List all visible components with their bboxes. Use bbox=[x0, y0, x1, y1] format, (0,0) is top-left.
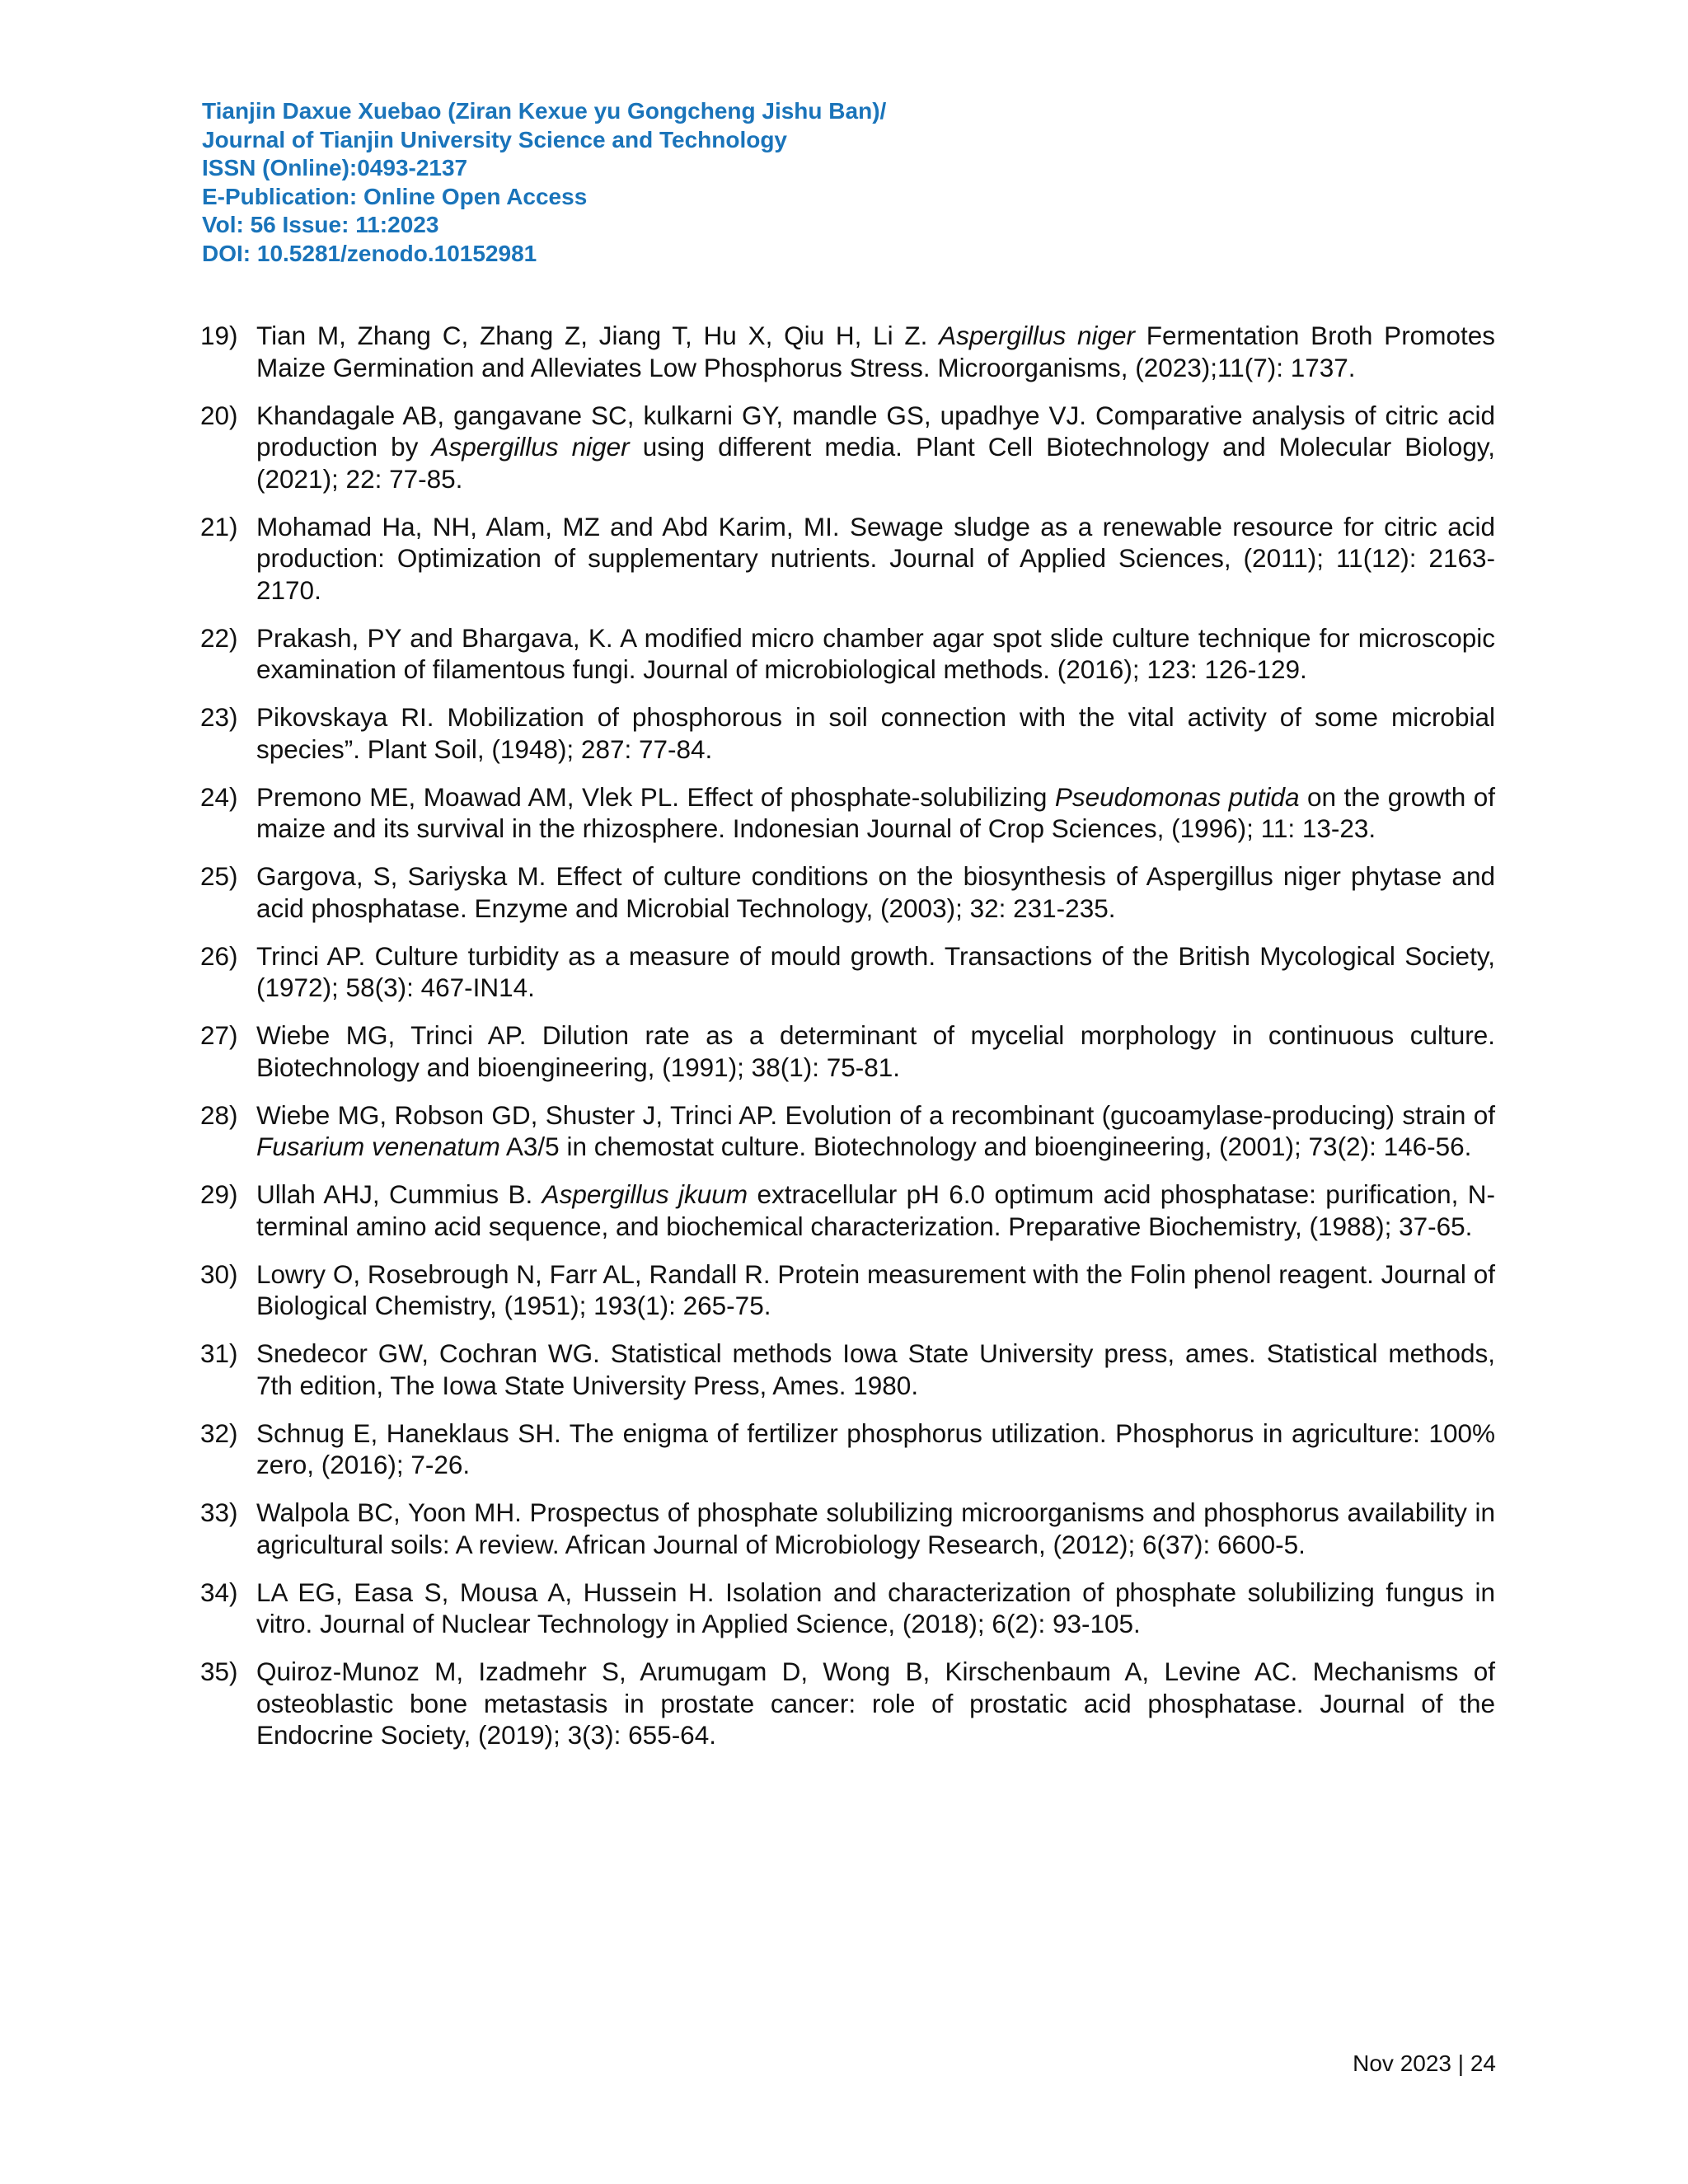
reference-text-part: Tian M, Zhang C, Zhang Z, Jiang T, Hu X, Qiu H, Li Z. bbox=[256, 321, 940, 350]
reference-text bbox=[256, 1100, 1495, 1162]
reference-text bbox=[256, 782, 1495, 844]
reference-text bbox=[256, 1418, 1495, 1480]
reference-item bbox=[200, 1497, 1495, 1560]
reference-text bbox=[256, 1497, 1495, 1559]
reference-number: 33) bbox=[200, 1497, 238, 1527]
reference-item bbox=[200, 1099, 1495, 1163]
reference-number: 21) bbox=[200, 511, 238, 541]
reference-text bbox=[256, 702, 1495, 764]
reference-number: 34) bbox=[200, 1577, 238, 1607]
reference-item bbox=[200, 1338, 1495, 1401]
reference-text-part: Prakash, PY and Bhargava, K. A modified micro chamber agar spot slide culture technique for microscopic examination of filamentous fungi. Journal of microbiological methods. (2016); 123: 126-129. bbox=[256, 622, 1495, 684]
reference-item bbox=[200, 860, 1495, 924]
reference-item bbox=[200, 1656, 1495, 1751]
species-name: Aspergillus niger bbox=[939, 321, 1136, 350]
reference-item bbox=[200, 781, 1495, 845]
journal-title-line: Tianjin Daxue Xuebao (Ziran Kexue yu Gongcheng Jishu Ban)/ bbox=[202, 98, 887, 124]
issn: ISSN (Online):0493-2137 bbox=[202, 155, 468, 180]
reference-number: 26) bbox=[200, 940, 238, 971]
reference-number: 24) bbox=[200, 781, 238, 812]
reference-list bbox=[200, 320, 1495, 1767]
volume-issue: Vol: 56 Issue: 11:2023 bbox=[202, 212, 439, 237]
reference-number: 29) bbox=[200, 1179, 238, 1209]
reference-item bbox=[200, 940, 1495, 1004]
journal-header bbox=[202, 97, 1521, 268]
reference-text-part: Gargova, S, Sariyska M. Effect of culture conditions on the biosynthesis of Aspergillus niger phytase and acid phosphatase. Enzyme and Microbial Technology, (2003); 32: 231-235. bbox=[256, 861, 1495, 923]
reference-item bbox=[200, 1258, 1495, 1322]
reference-text-part: using different media. Plant Cell Biotechnology and Molecular Biology, (2021); 22: 77-85. bbox=[256, 432, 1496, 494]
reference-number: 23) bbox=[200, 702, 238, 732]
reference-item bbox=[200, 622, 1495, 686]
reference-item bbox=[200, 511, 1495, 607]
reference-text bbox=[256, 941, 1495, 1003]
reference-text bbox=[256, 623, 1495, 685]
reference-number: 31) bbox=[200, 1338, 238, 1368]
reference-text bbox=[256, 1179, 1495, 1241]
reference-item bbox=[200, 1577, 1495, 1640]
reference-text-part: Mohamad Ha, NH, Alam, MZ and Abd Karim, MI. Sewage sludge as a renewable resource for citric acid production: Optimization of supplementary nutrients. Journal of Applied Sciences, (2011); 11(12): 2163-2170. bbox=[256, 511, 1495, 605]
reference-number: 27) bbox=[200, 1020, 238, 1050]
species-name: Aspergillus niger bbox=[431, 432, 630, 462]
reference-text bbox=[256, 861, 1495, 923]
reference-text-part: on the growth of maize and its survival in the rhizosphere. Indonesian Journal of Crop Sciences, (1996); 11: 13-23. bbox=[256, 781, 1495, 843]
reference-item bbox=[200, 701, 1495, 765]
reference-item bbox=[200, 400, 1495, 495]
reference-text bbox=[256, 1657, 1495, 1750]
reference-number: 28) bbox=[200, 1099, 238, 1130]
reference-text bbox=[256, 401, 1495, 494]
reference-number: 32) bbox=[200, 1418, 238, 1448]
reference-text bbox=[256, 1338, 1495, 1400]
journal-english-title: Journal of Tianjin University Science and Technology bbox=[202, 126, 788, 152]
reference-item bbox=[200, 1019, 1495, 1083]
reference-text bbox=[256, 512, 1495, 605]
reference-text-part: Premono ME, Moawad AM, Vlek PL. Effect of phosphate-solubilizing bbox=[256, 781, 1055, 812]
reference-number: 19) bbox=[200, 321, 238, 350]
reference-number: 25) bbox=[200, 861, 238, 891]
reference-text-part: Fermentation Broth Promotes Maize Germination and Alleviates Low Phosphorus Stress. Microorganisms, (2023);11(7): 1737. bbox=[256, 321, 1495, 382]
reference-text-part: Walpola BC, Yoon MH. Prospectus of phosphate solubilizing microorganisms and phosphorus availability in agricultural soils: A review. African Journal of Microbiology Research, (2012); 6(37): 6600-5. bbox=[256, 1497, 1495, 1559]
reference-number: 22) bbox=[200, 622, 238, 653]
reference-text-part: Khandagale AB, gangavane SC, kulkarni GY, mandle GS, upadhye VJ. Comparative analysis of citric acid production by bbox=[256, 400, 1495, 462]
reference-text-part: Trinci AP. Culture turbidity as a measure of mould growth. Transactions of the British Mycological Society, (1972); 58(3): 467-IN14. bbox=[256, 940, 1495, 1002]
reference-text bbox=[256, 1020, 1495, 1082]
reference-text-part: Ullah AHJ, Cummius B. bbox=[256, 1179, 542, 1209]
reference-item bbox=[200, 1179, 1495, 1242]
reference-text-part: Pikovskaya RI. Mobilization of phosphorous in soil connection with the vital activity of some microbial species”. Plant Soil, (1948); 287: 77-84. bbox=[256, 702, 1495, 764]
reference-number: 30) bbox=[200, 1258, 238, 1289]
reference-item bbox=[200, 1418, 1495, 1481]
footer-date: Nov 2023 bbox=[1353, 2050, 1451, 2076]
reference-text-part: Quiroz-Munoz M, Izadmehr S, Arumugam D, Wong B, Kirschenbaum A, Levine AC. Mechanisms of osteoblastic bone metastasis in prostate cancer: role of prostatic acid phosphatase. Journal of the Endocrine Society, (2019); 3(3): 655-64. bbox=[256, 1657, 1495, 1750]
reference-text-part: LA EG, Easa S, Mousa A, Hussein H. Isolation and characterization of phosphate solubilizing fungus in vitro. Journal of Nuclear Technology in Applied Science, (2018); 6(2): 93-105. bbox=[256, 1577, 1495, 1638]
reference-text-part: Lowry O, Rosebrough N, Farr AL, Randall R. Protein measurement with the Folin phenol reagent. Journal of Biological Chemistry, (1951); 193(1): 265-75. bbox=[256, 1258, 1495, 1320]
page-footer bbox=[1353, 2050, 1496, 2078]
reference-number: 20) bbox=[200, 400, 238, 430]
reference-text-part: Snedecor GW, Cochran WG. Statistical methods Iowa State University press, ames. Statistical methods, 7th edition, The Iowa State University Press, Ames. 1980. bbox=[256, 1338, 1495, 1400]
footer-separator: | bbox=[1457, 2050, 1465, 2076]
reference-text-part: Schnug E, Haneklaus SH. The enigma of fertilizer phosphorus utilization. Phosphorus in agriculture: 100% zero, (2016); 7-26. bbox=[256, 1418, 1495, 1479]
reference-number: 35) bbox=[200, 1657, 238, 1686]
species-name: Pseudomonas putida bbox=[1054, 781, 1300, 812]
publication-type: E-Publication: Online Open Access bbox=[202, 183, 588, 209]
reference-text-part: extracellular pH 6.0 optimum acid phosphatase: purification, N-terminal amino acid sequence, and biochemical characterization. Preparative Biochemistry, (1988); 37-65. bbox=[256, 1179, 1496, 1241]
reference-text bbox=[256, 1259, 1495, 1321]
reference-text bbox=[256, 1577, 1495, 1639]
doi: DOI: 10.5281/zenodo.10152981 bbox=[202, 240, 537, 266]
reference-text-part: A3/5 in chemostat culture. Biotechnology and bioengineering, (2001); 73(2): 146-56. bbox=[499, 1132, 1472, 1161]
reference-text-part: Wiebe MG, Trinci AP. Dilution rate as a determinant of mycelial morphology in continuous culture. Biotechnology and bioengineering, (1991); 38(1): 75-81. bbox=[256, 1020, 1495, 1082]
page-number: 24 bbox=[1470, 2050, 1496, 2076]
reference-item bbox=[200, 320, 1495, 383]
species-name: Aspergillus jkuum bbox=[542, 1179, 748, 1209]
reference-text-part: Wiebe MG, Robson GD, Shuster J, Trinci AP. Evolution of a recombinant (gucoamylase-producing) strain of bbox=[256, 1099, 1495, 1130]
reference-text bbox=[256, 321, 1495, 382]
species-name: Fusarium venenatum bbox=[256, 1132, 500, 1161]
